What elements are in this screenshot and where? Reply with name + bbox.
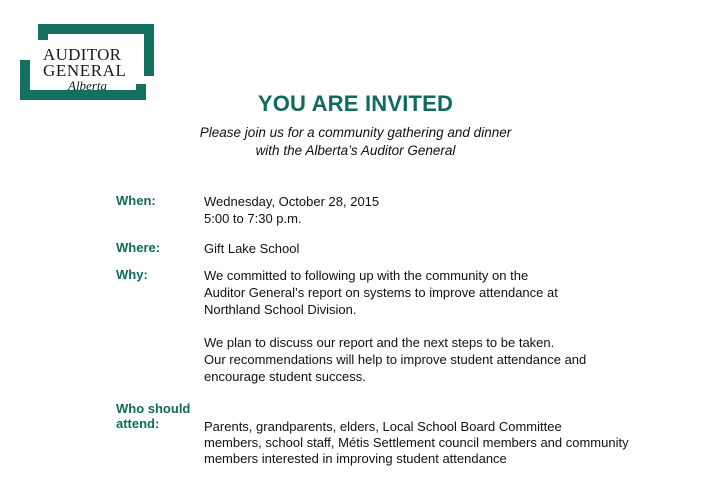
who-line-2: members, school staff, Métis Settlement council members and community <box>204 435 629 450</box>
when-time: 5:00 to 7:30 p.m. <box>204 211 302 226</box>
auditor-general-logo <box>20 24 154 100</box>
logo-text-alberta: Alberta <box>68 78 107 93</box>
logo-text-auditor: AUDITOR <box>43 45 122 64</box>
where-label: Where: <box>116 240 161 255</box>
when-label: When: <box>116 193 156 208</box>
why-label: Why: <box>116 267 148 282</box>
why-line-3: Northland School Division. <box>204 302 357 317</box>
who-line-3: members interested in improving student attendance <box>204 451 507 466</box>
subtitle-line-1: Please join us for a community gathering and dinner <box>199 125 512 140</box>
subtitle-line-2: with the Alberta’s Auditor General <box>255 143 456 158</box>
why-line-6: encourage student success. <box>204 369 366 384</box>
when-date: Wednesday, October 28, 2015 <box>204 194 380 209</box>
why-line-2: Auditor General’s report on systems to improve attendance at <box>204 285 558 300</box>
why-line-4: We plan to discuss our report and the next steps to be taken. <box>204 335 555 350</box>
where-location: Gift Lake School <box>204 241 300 256</box>
why-line-1: We committed to following up with the community on the <box>204 268 529 283</box>
invitation-title: YOU ARE INVITED <box>257 91 454 116</box>
who-line-1: Parents, grandparents, elders, Local School Board Committee <box>204 419 562 434</box>
why-line-5: Our recommendations will help to improve student attendance and <box>204 352 587 367</box>
who-label-line-1: Who should <box>116 401 191 416</box>
logo-text-general: GENERAL <box>43 61 127 80</box>
who-label-line-2: attend: <box>116 416 160 431</box>
